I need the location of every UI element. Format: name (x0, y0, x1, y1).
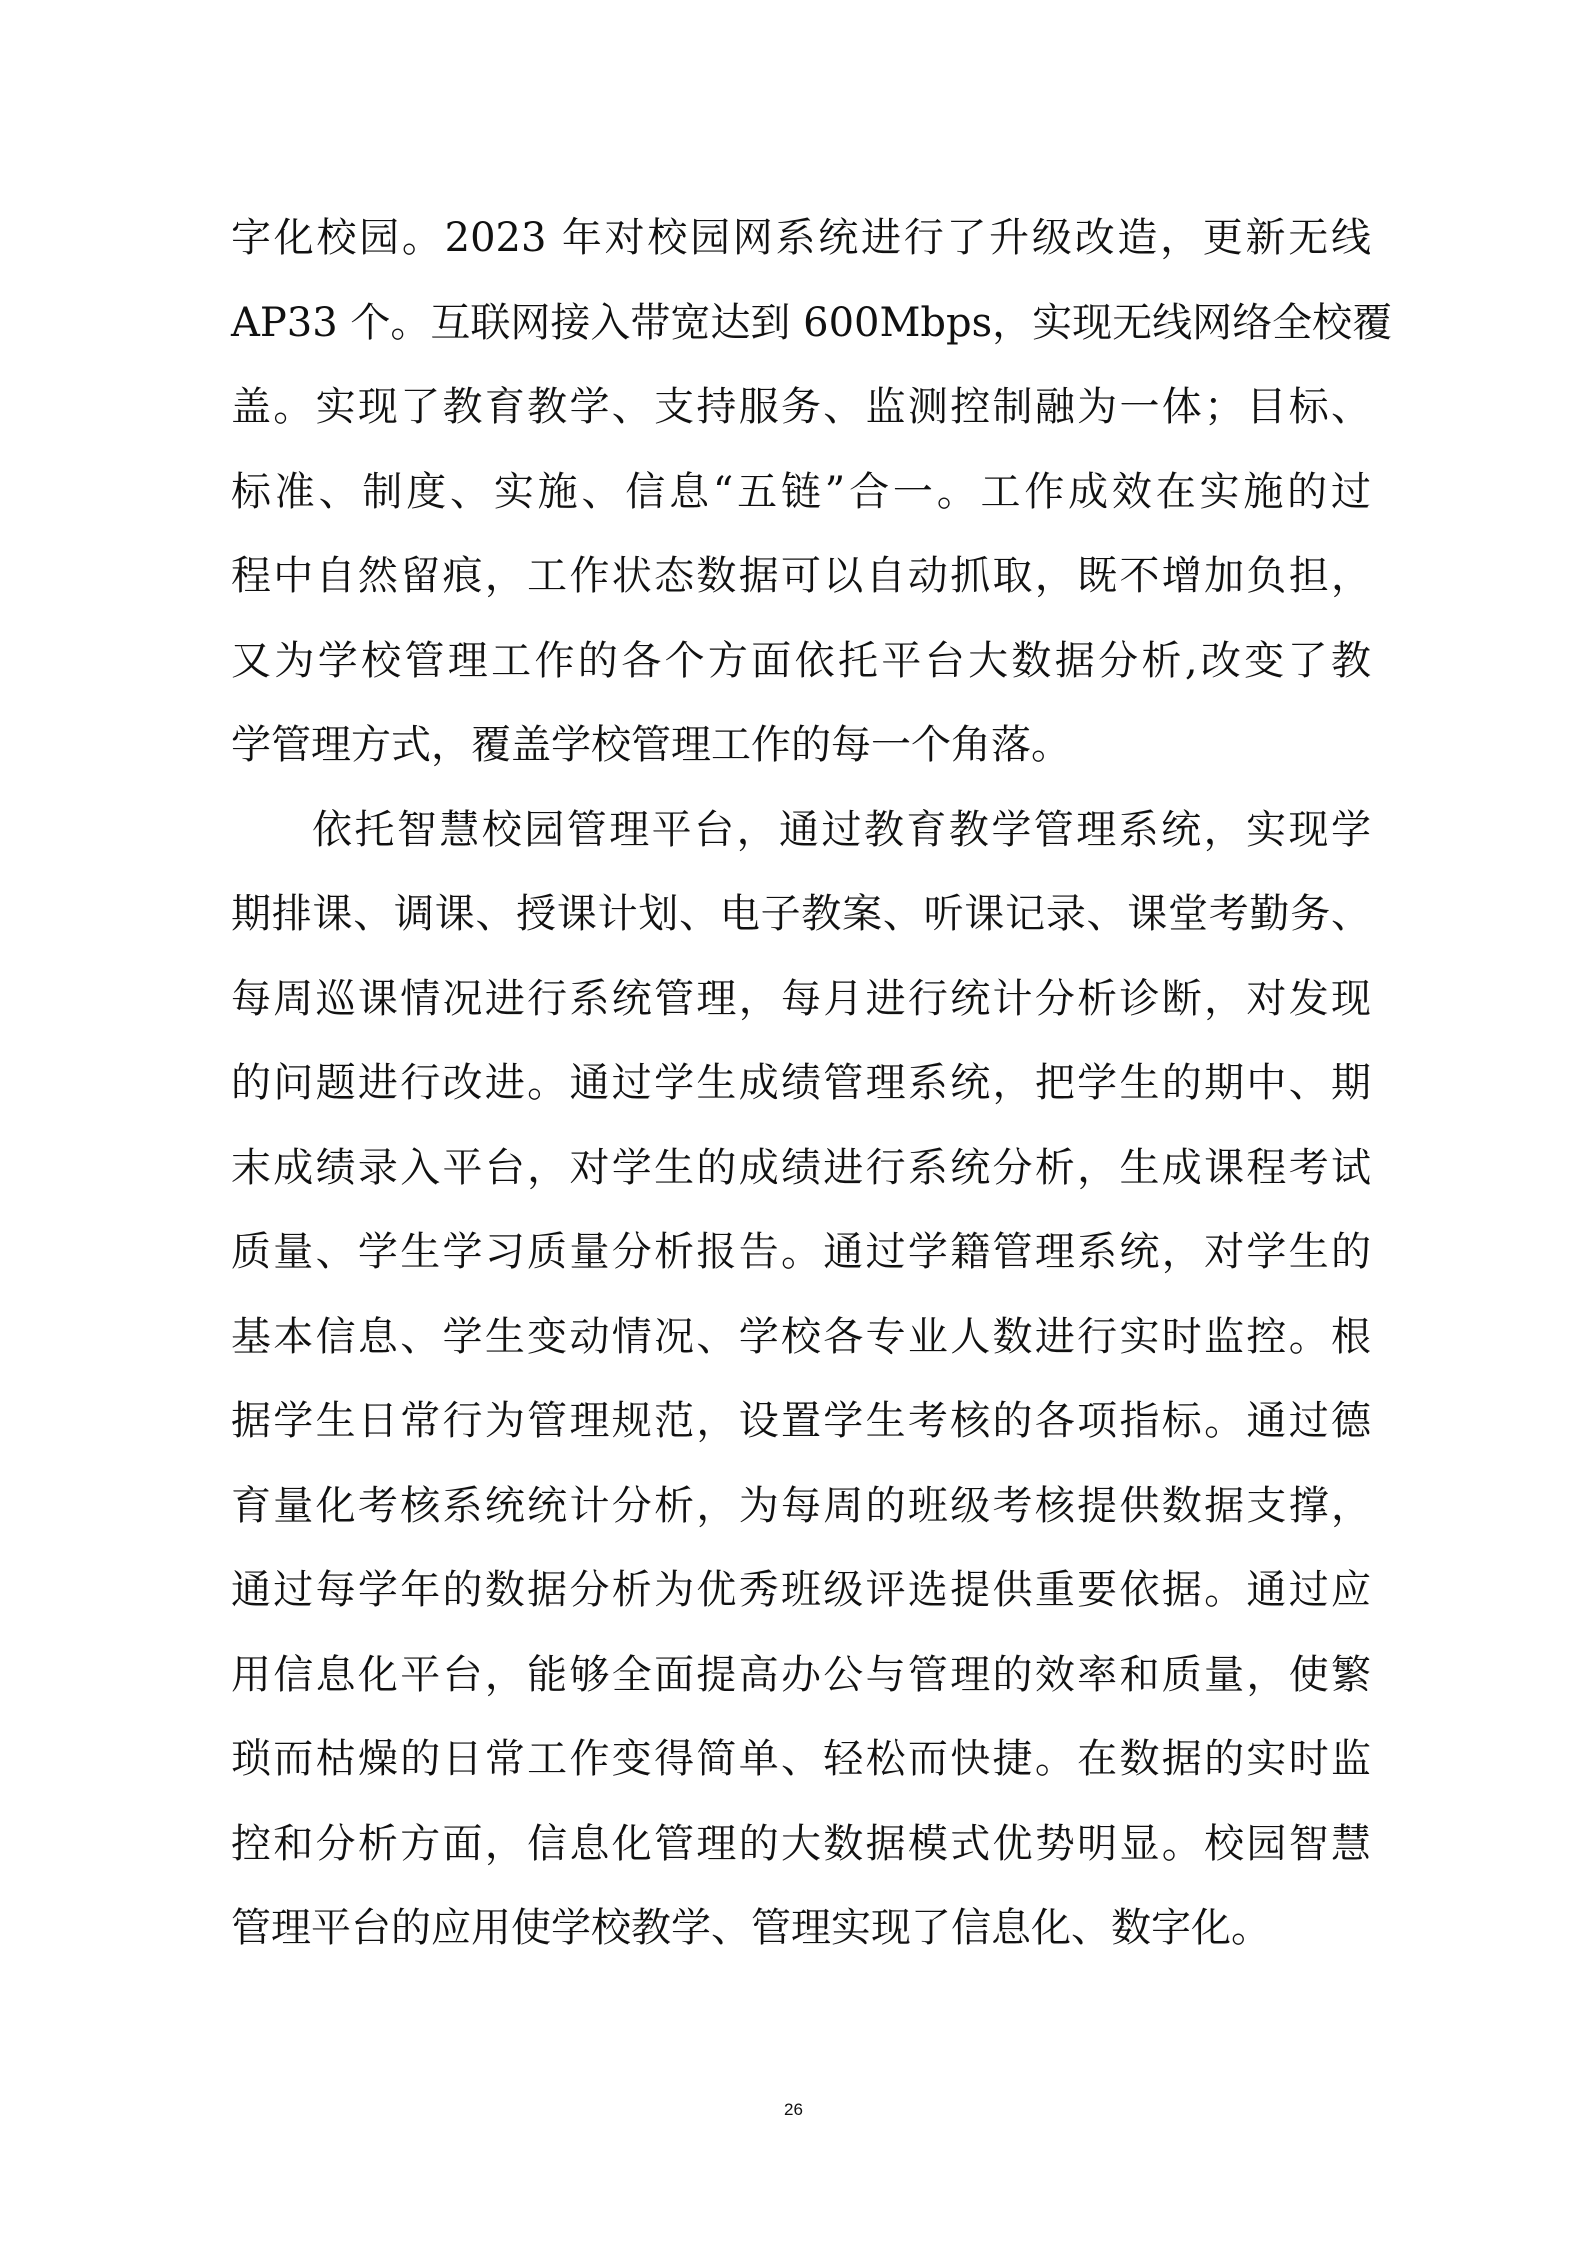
text-line: 管理平台的应用使学校教学、管理实现了信息化、数字化。 (231, 1905, 1271, 1951)
text-line: 据学生日常行为管理规范，设置学生考核的各项指标。通过德 (231, 1398, 1371, 1444)
text-line: AP33 个。互联网接入带宽达到 600Mbps，实现无线网络全校覆 (231, 299, 1393, 346)
text-line: 盖。实现了教育教学、支持服务、监测控制融为一体；目标、 (231, 384, 1371, 430)
text-line: 用信息化平台，能够全面提高办公与管理的效率和质量，使繁 (231, 1651, 1371, 1698)
paragraph (231, 196, 1393, 788)
paragraph (231, 788, 1371, 1971)
text-line: 依托智慧校园管理平台，通过教育教学管理系统，实现学 (312, 806, 1371, 853)
text-line: 琐而枯燥的日常工作变得简单、轻松而快捷。在数据的实时监 (231, 1736, 1371, 1782)
text-line: 通过每学年的数据分析为优秀班级评选提供重要依据。通过应 (231, 1567, 1371, 1613)
text-line: 质量、学生学习质量分析报告。通过学籍管理系统，对学生的 (231, 1229, 1371, 1275)
text-line: 字化校园。2023 年对校园网系统进行了升级改造，更新无线 (231, 215, 1371, 261)
text-line: 末成绩录入平台，对学生的成绩进行系统分析，生成课程考试 (231, 1144, 1371, 1191)
text-line: 程中自然留痕，工作状态数据可以自动抓取，既不增加负担， (231, 553, 1371, 599)
body-text (231, 196, 1393, 1971)
text-line: 期排课、调课、授课计划、电子教案、听课记录、课堂考勤务、 (231, 891, 1371, 937)
text-line: 育量化考核系统统计分析，为每周的班级考核提供数据支撑， (231, 1482, 1371, 1529)
text-line: 控和分析方面，信息化管理的大数据模式优势明显。校园智慧 (231, 1820, 1371, 1867)
text-line: 学管理方式，覆盖学校管理工作的每一个角落。 (231, 722, 1071, 768)
text-line: 基本信息、学生变动情况、学校各专业人数进行实时监控。根 (231, 1313, 1371, 1360)
text-line: 每周巡课情况进行系统管理，每月进行统计分析诊断，对发现 (231, 975, 1371, 1022)
text-line: 又为学校管理工作的各个方面依托平台大数据分析,改变了教 (231, 637, 1371, 684)
text-line: 标准、制度、实施、信息“五链”合一。工作成效在实施的过 (231, 468, 1371, 515)
text-line: 的问题进行改进。通过学生成绩管理系统，把学生的期中、期 (231, 1060, 1371, 1106)
page-number: 26 (784, 2100, 803, 2119)
